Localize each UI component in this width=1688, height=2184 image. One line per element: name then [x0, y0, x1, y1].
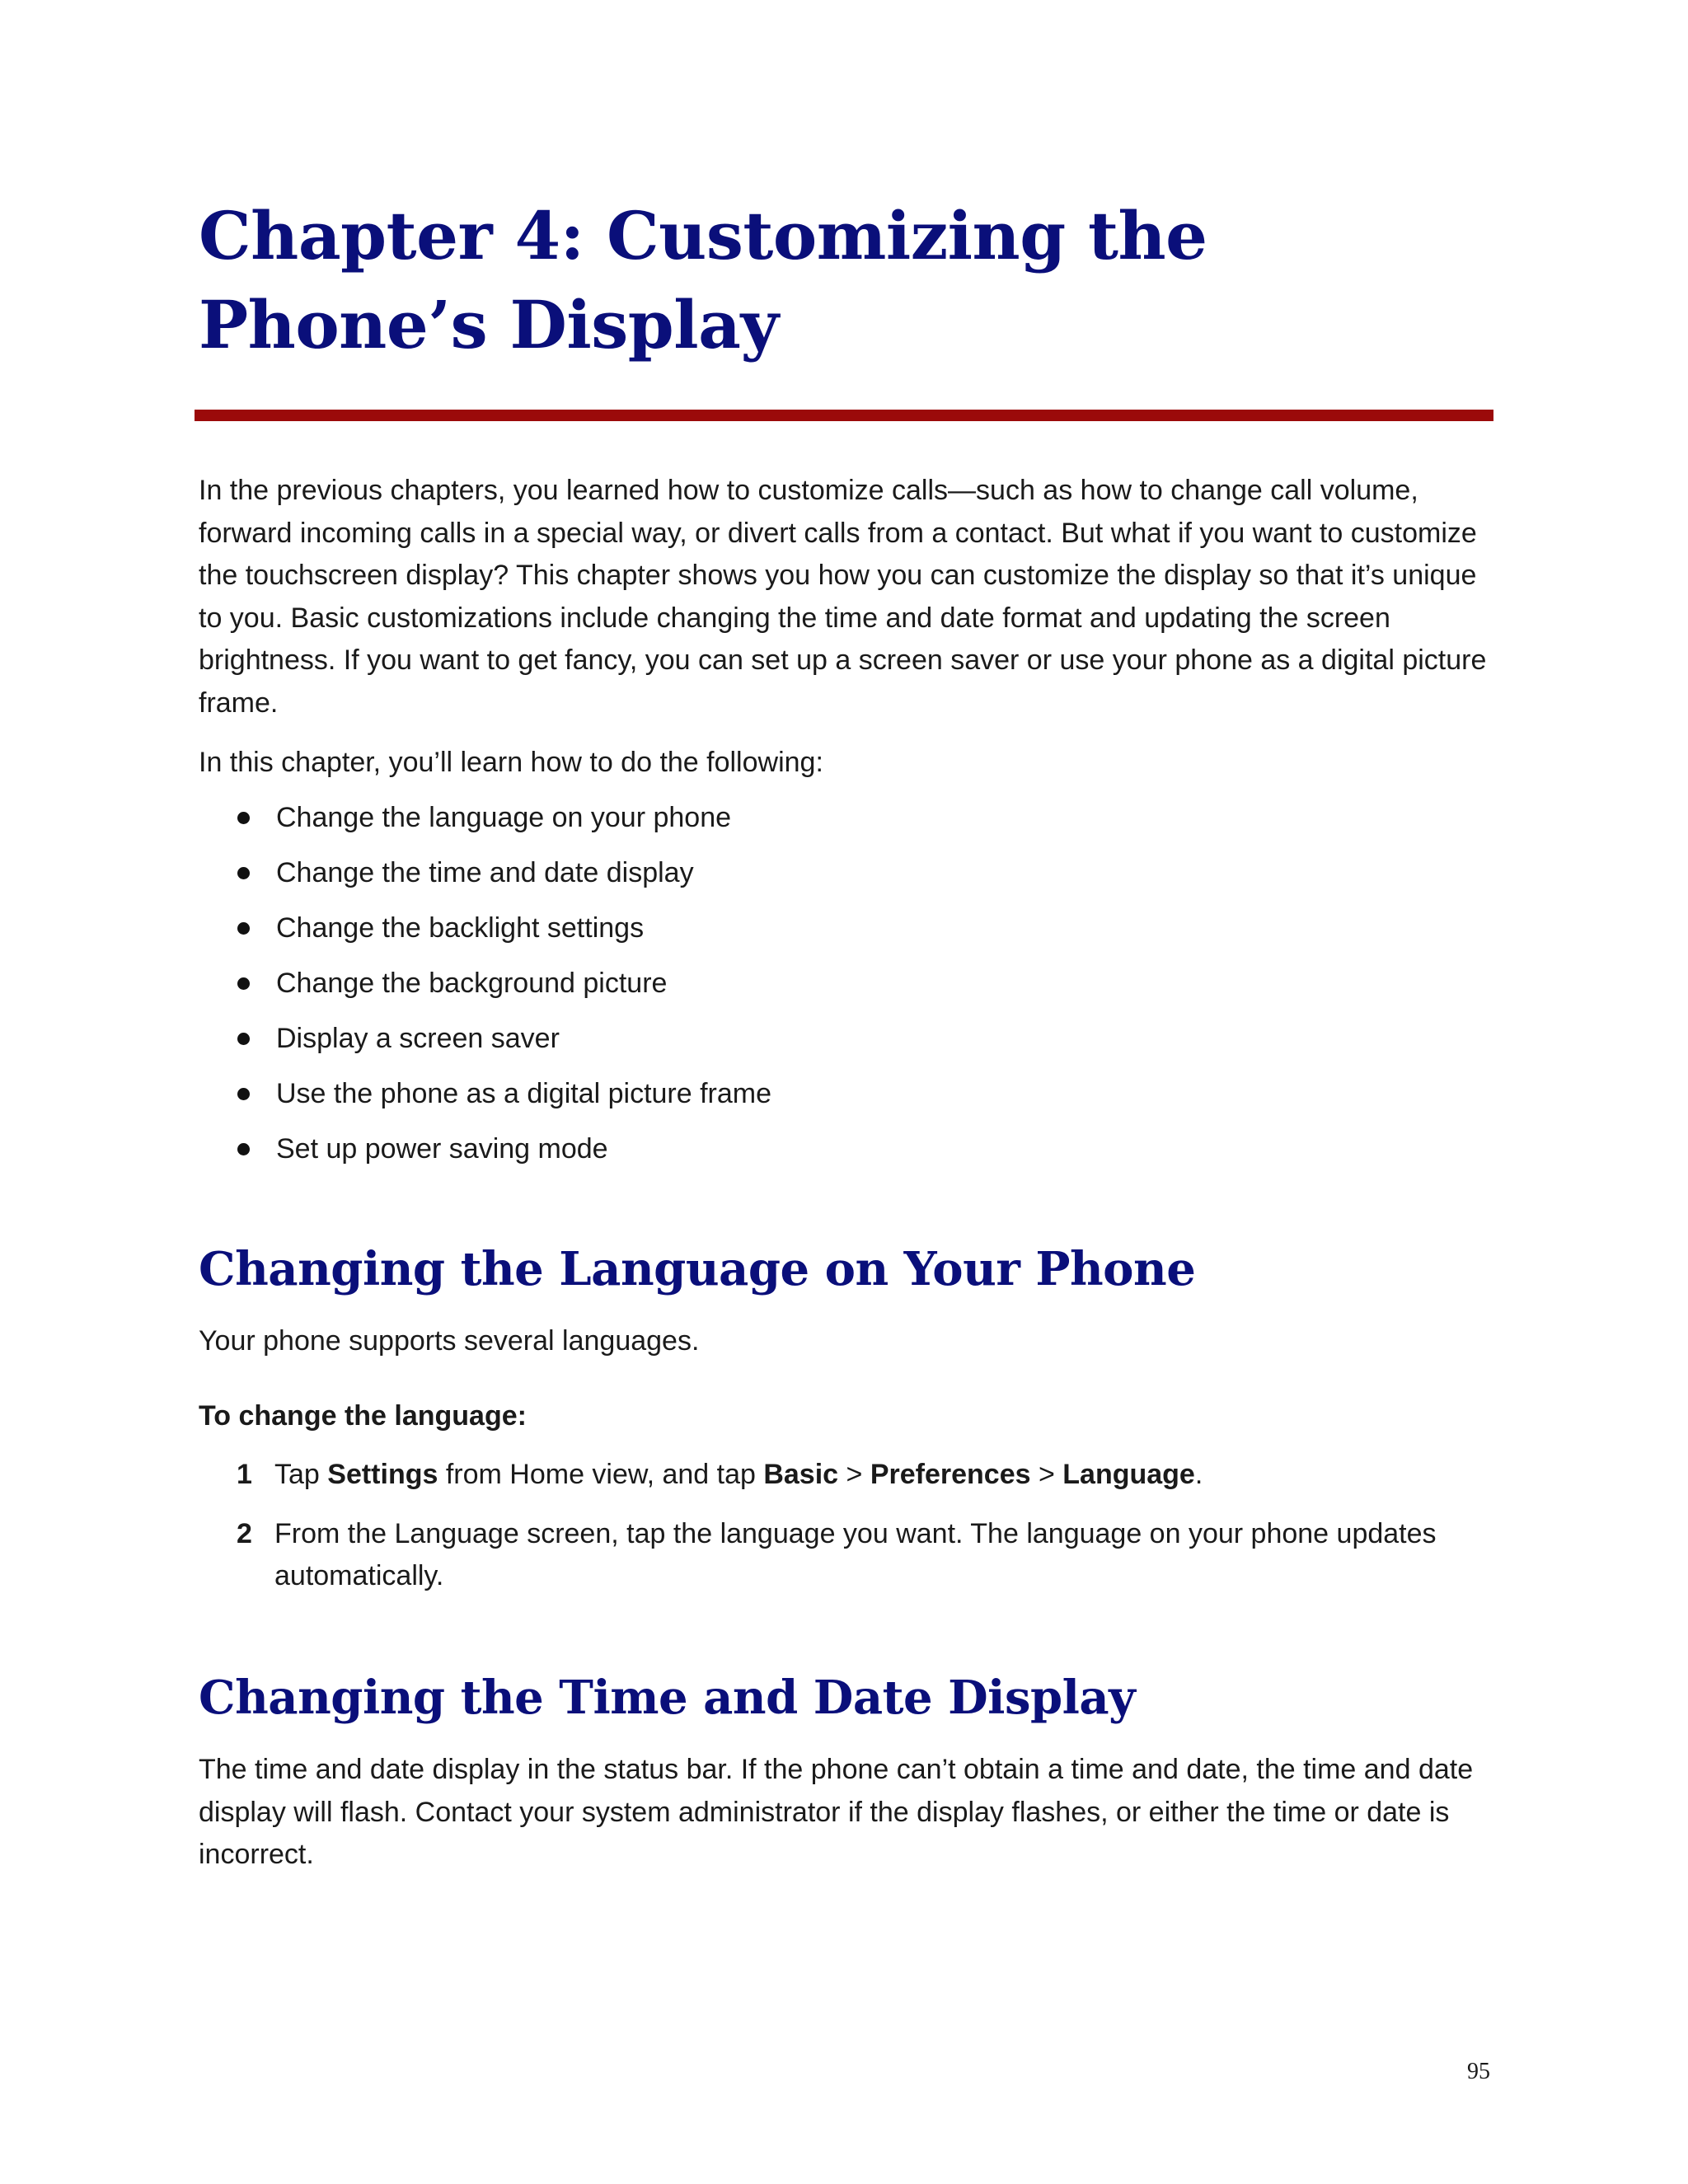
step-number: 2 [237, 1517, 252, 1549]
step-text: . [1194, 1459, 1203, 1490]
procedure-step [199, 1454, 1501, 1497]
list-item-text: Change the language on your phone [276, 802, 732, 833]
list-item [199, 797, 1484, 852]
intro-paragraph: In the previous chapters, you learned how to customize calls—such as how to change call volume, forward incoming calls in a special way, or divert calls from a contact. But what if you want to customize the touchscreen display? This chapter shows you how you can customize the display so that it’s unique to you. Basic customizations include changing the time and date format and updating the screen brightness. If you want to get fancy, you can set up a screen saver or use your phone as a digital picture frame. [199, 475, 1487, 719]
list-item [199, 852, 1484, 907]
time-date-paragraph: The time and date display in the status bar. If the phone can’t obtain a time and date, the time and date display will flash. Contact your system administrator if the display flashes, or either the time or date is incorrect. [199, 1754, 1474, 1870]
intro-lead-in: In this chapter, you’ll learn how to do the following: [199, 747, 823, 778]
step-text: Tap [274, 1459, 328, 1490]
list-item-text: Use the phone as a digital picture frame [276, 1078, 772, 1109]
bullet-icon [237, 977, 250, 990]
step-text: > [1030, 1459, 1063, 1490]
list-item [199, 907, 1484, 963]
bullet-icon [237, 812, 250, 824]
list-item [199, 1128, 1484, 1183]
procedure-step [199, 1513, 1501, 1598]
section-heading-time-date: Changing the Time and Date Display [199, 1671, 1136, 1725]
step-text: > [838, 1459, 870, 1490]
procedure-heading: To change the language: [199, 1400, 527, 1432]
section-heading-language: Changing the Language on Your Phone [199, 1242, 1196, 1296]
step-ui-term: Preferences [870, 1459, 1031, 1490]
step-ui-term: Language [1062, 1459, 1195, 1490]
list-item-text: Display a screen saver [276, 1023, 560, 1054]
language-support-paragraph: Your phone supports several languages. [199, 1325, 700, 1357]
list-item-text: Change the time and date display [276, 857, 694, 888]
title-divider-rule [195, 410, 1493, 421]
chapter-title: Chapter 4: Customizing the Phone’s Display [199, 197, 1207, 363]
page-number: 95 [1467, 2059, 1490, 2084]
bullet-icon [237, 867, 250, 879]
bullet-icon [237, 1033, 250, 1045]
step-ui-term: Basic [763, 1459, 839, 1490]
list-item-text: Set up power saving mode [276, 1133, 608, 1165]
list-item [199, 963, 1484, 1018]
list-item [199, 1073, 1484, 1128]
list-item-text: Change the background picture [276, 968, 668, 999]
bullet-icon [237, 1143, 250, 1155]
chapter-topics-list [199, 797, 1484, 1183]
step-text: From the Language screen, tap the language you want. The language on your phone updates automatically. [274, 1517, 1437, 1591]
list-item [199, 1018, 1484, 1073]
bullet-icon [237, 1088, 250, 1100]
step-text: from Home view, and tap [438, 1459, 764, 1490]
list-item-text: Change the backlight settings [276, 912, 645, 944]
step-number: 1 [237, 1459, 252, 1490]
procedure-steps-list [199, 1454, 1501, 1615]
step-ui-term: Settings [327, 1459, 438, 1490]
bullet-icon [237, 922, 250, 935]
